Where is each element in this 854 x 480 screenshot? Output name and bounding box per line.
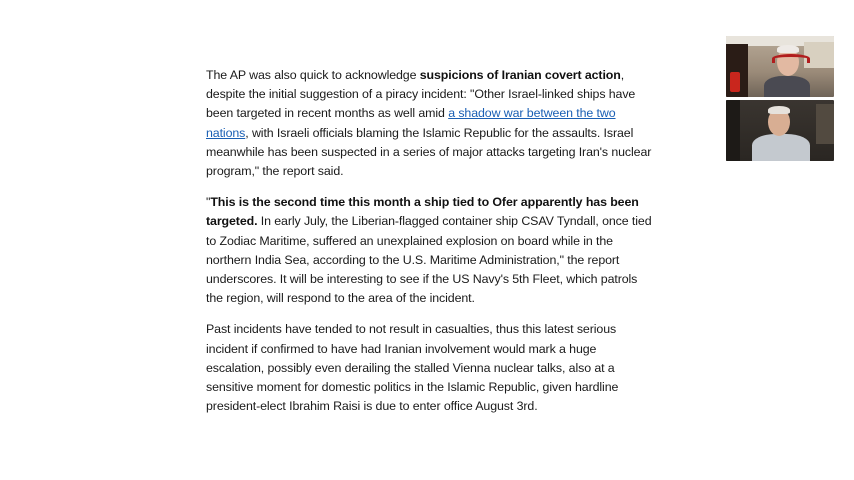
bold-emphasis: This is the second time this month a ship tied to Ofer apparently has been targeted. xyxy=(206,195,639,229)
article-paragraph-3 xyxy=(206,320,654,416)
shadow-war-link[interactable]: a shadow war between the two nations xyxy=(206,106,616,140)
article-paragraph-1 xyxy=(206,66,654,181)
paragraph-text: , with Israeli officials blaming the Islamic Republic for the assaults. Israel meanwhile has been suspected in a series of major attacks targeting Iran's nuclear program," the report said. xyxy=(206,125,652,179)
host-torso xyxy=(764,76,810,97)
article-paragraph-2 xyxy=(206,193,654,308)
guest-torso xyxy=(752,134,810,161)
host-hair xyxy=(777,45,799,53)
background-cabinet xyxy=(816,104,834,144)
guest-hair xyxy=(768,106,790,114)
bold-emphasis: suspicions of Iranian covert action xyxy=(419,68,621,82)
video-tile-host[interactable] xyxy=(726,36,834,97)
paragraph-text: " xyxy=(206,195,211,210)
headphones-icon xyxy=(772,54,810,63)
wall-shadow xyxy=(726,100,740,161)
paragraph-text: The AP was also quick to acknowledge xyxy=(206,68,420,82)
paragraph-text: , despite the initial suggestion of a piracy incident: "Other Israel-linked ships have been targeted in recent months as well amid xyxy=(206,68,636,121)
paragraph-text: In early July, the Liberian-flagged container ship CSAV Tyndall, once tied to Zodiac Maritime, suffered an unexplained explosion on board while in the northern India Sea, according to the U.S. Maritime Administration," the report underscores. It will be interesting to see if the US Navy's 5th Fleet, which patrols the region, will respond to the area of the incident. xyxy=(206,214,652,306)
paragraph-text: Past incidents have tended to not result in casualties, thus this latest serious incident if confirmed to have had Iranian involvement would mark a huge escalation, possibly even derailing the stalled Vienna nuclear talks, also at a sensitive moment for domestic politics in the Islamic Republic, given hardline president-elect Ibrahim Raisi is due to enter office August 3rd. xyxy=(206,322,619,414)
background-shelf xyxy=(804,42,834,68)
red-object xyxy=(730,72,740,92)
article-body xyxy=(206,66,654,428)
video-tile-guest[interactable] xyxy=(726,100,834,161)
